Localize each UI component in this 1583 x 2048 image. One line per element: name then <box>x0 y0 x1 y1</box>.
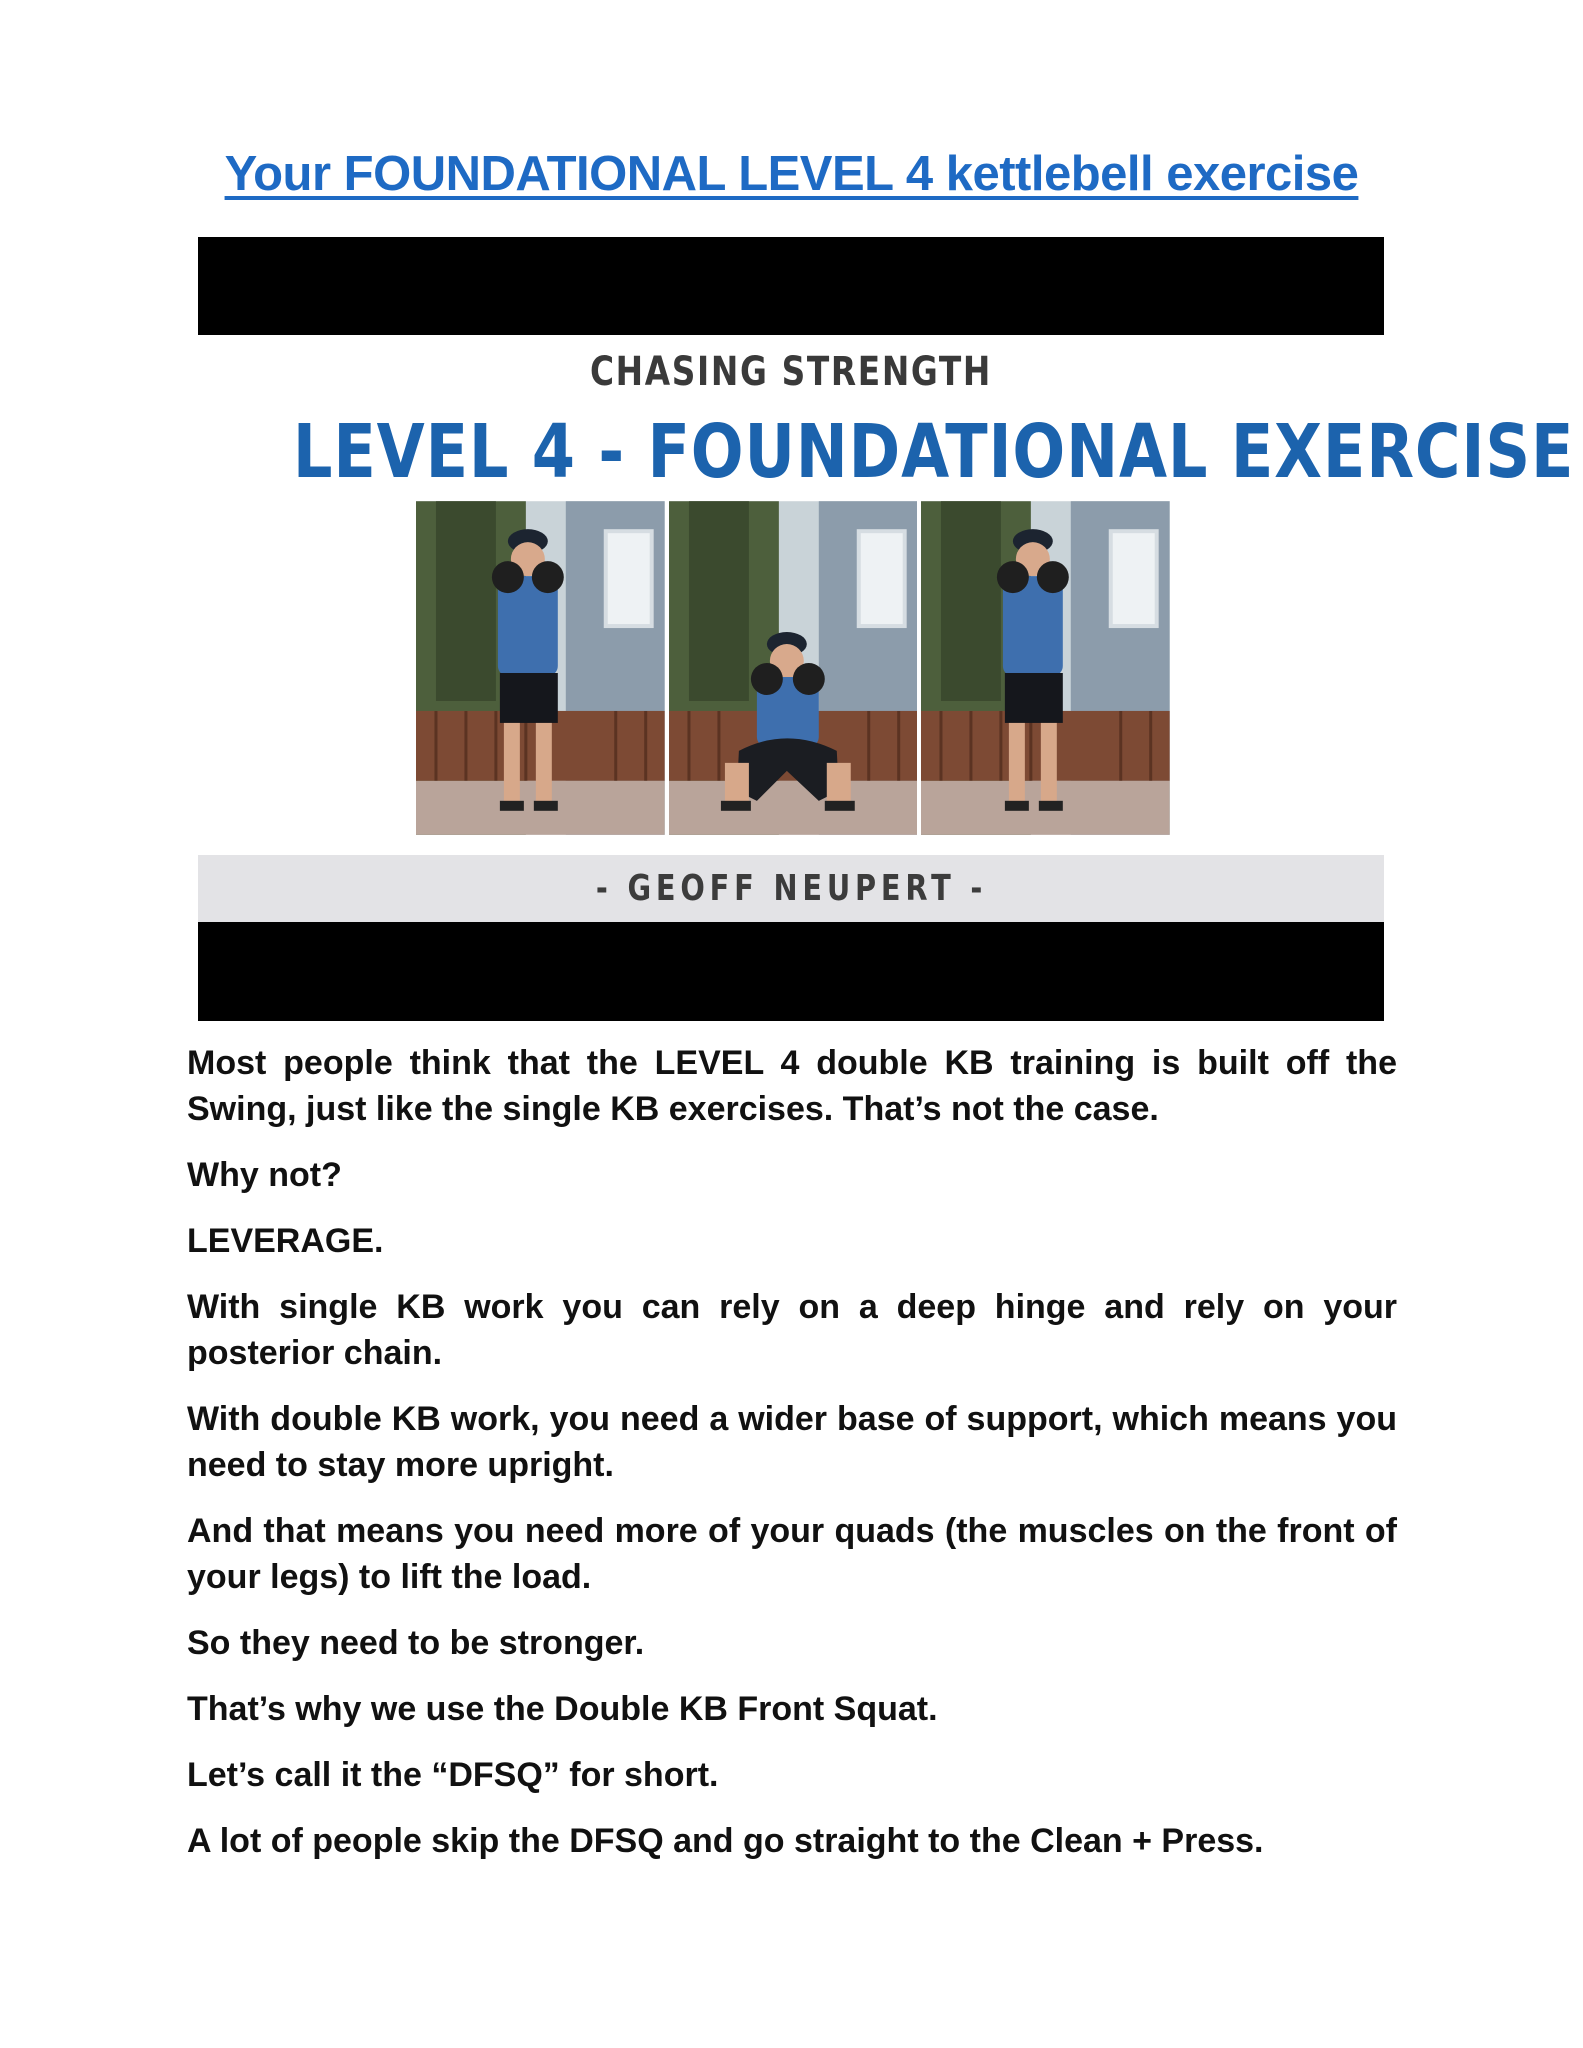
paragraph: With double KB work, you need a wider base of support, which means you need to stay more upright. <box>187 1400 1397 1484</box>
photo-squat-standing-start <box>416 501 665 835</box>
hero-heading: LEVEL 4 - FOUNDATIONAL EXERCISE <box>292 409 1575 495</box>
photo-squat-bottom <box>669 501 918 835</box>
paragraph: And that means you need more of your quads (the muscles on the front of your legs) to lift the load. <box>187 1512 1397 1596</box>
body-text <box>187 1040 1397 1884</box>
author-name: - GEOFF NEUPERT - <box>595 868 987 909</box>
paragraph: LEVERAGE. <box>187 1222 384 1260</box>
photo-squat-standing-finish <box>921 501 1170 835</box>
paragraph: Most people think that the LEVEL 4 double KB training is built off the Swing, just like the single KB exercises. That’s not the case. <box>187 1044 1397 1128</box>
paragraph: With single KB work you can rely on a deep hinge and rely on your posterior chain. <box>187 1288 1397 1372</box>
paragraph: A lot of people skip the DFSQ and go straight to the Clean + Press. <box>187 1822 1264 1860</box>
author-band <box>198 855 1384 922</box>
paragraph: Why not? <box>187 1156 342 1194</box>
hero-top-bar <box>198 237 1384 335</box>
paragraph: So they need to be stronger. <box>187 1624 645 1662</box>
photo-strip <box>416 501 1170 835</box>
paragraph: That’s why we use the Double KB Front Squat. <box>187 1690 938 1728</box>
hero-image <box>198 237 1575 1021</box>
page-title: Your FOUNDATIONAL LEVEL 4 kettlebell exercise <box>224 147 1359 201</box>
paragraph: Let’s call it the “DFSQ” for short. <box>187 1756 719 1794</box>
hero-bottom-bar <box>198 922 1384 1021</box>
hero-brand: CHASING STRENGTH <box>589 349 993 395</box>
